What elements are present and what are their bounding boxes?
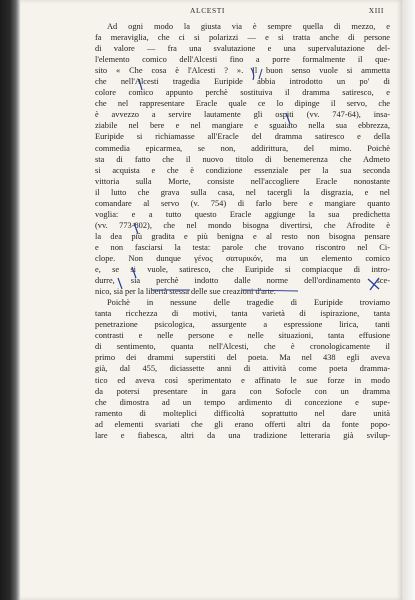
text-line: che dimostra ad un tempo ardimento di concezione e supe- [95, 397, 390, 407]
text-line: tico ed aveva così sperimentato e affinato le sue forze in modo [95, 375, 390, 385]
text-line: di valore — fra una svalutazione e una supervalutazione del- [95, 44, 390, 54]
text-line: Ad ogni modo la giusta via è sempre quella di mezzo, e [107, 22, 390, 31]
text-line: (vv. 773-802), che nel mondo bisogna divertirsi, che Afrodite è [95, 220, 390, 230]
text-line: la dea più gradita e più benigna e al resto non bisogna pensare [95, 231, 390, 241]
text-line: sta di fatto che il nuovo titolo di benemerenza che Admeto [95, 154, 390, 164]
text-line: sito « Che cosa è l'Alcesti ? ». Il buon senso vuole si ammetta [95, 66, 390, 76]
text-line: è avvezzo a servire lautamente gli ospiti (vv. 747-64), insa- [95, 110, 390, 120]
text-line: l'elemento comico dell'Alcesti fino a porre formalmente il que- [95, 55, 390, 65]
text-line: colore comico appunto perchè sostituiva il dramma satiresco, e [95, 88, 390, 98]
page-edge [402, 0, 415, 600]
text-line: vittoria sulla Morte, consiste nell'accogliere Eracle nonostante [95, 176, 390, 186]
text-line: ad elementi svariati che gli erano offerti altri da fonte popo- [95, 419, 390, 429]
text-line: clope. Non dunque γένος σατυρικόν, ma un elemento comico [95, 253, 390, 263]
text-line: comandare al servo (v. 754) di farlo bere e mangiare quanto [95, 198, 390, 208]
text-line: Euripide si richiamasse all'Eracle del dramma satiresco e della [95, 132, 390, 142]
text-line: durre, sia perchè indotto dalle norme dell'ordinamento sce- [95, 276, 390, 286]
text-line: contrasti e nelle persone e nelle situazioni, tanta effusione [95, 331, 390, 341]
text-line: e, se si vuole, satiresco, che Euripide si compiacque di intro- [95, 265, 390, 275]
text-line: fa meraviglia, che ci si polarizzi — e si tratta anche di persone [95, 33, 390, 43]
text-line: ziabile nel bere e nel mangiare e sguaiato nella sua ebbrezza, [95, 121, 390, 131]
text-line: si acquista e che è condizione essenziale per la sua seconda [95, 165, 390, 175]
text-line: da potersi presentare in gara con Sofocle con un dramma [95, 386, 390, 396]
running-title: ALCESTI [190, 6, 226, 15]
page-number: XIII [368, 6, 384, 15]
text-line: già, dal 455, diciassette anni di attività come poeta dramma- [95, 364, 390, 374]
text-line: Poichè in nessune delle tragedie di Euripide troviamo [107, 298, 390, 308]
text-line: ramento di molteplici difficoltà soprattutto nel dare unità [95, 408, 390, 418]
text-line: il lutto che grava sulla casa, nel tacergli la disgrazia, e nel [95, 187, 390, 197]
text-line: che nell'Alcesti tragedia Euripide abbia introdotto un po' di [95, 77, 390, 87]
scanner-shadow-edge [0, 0, 20, 600]
body-text [95, 21, 390, 441]
text-line: penetrazione psicologica, assurgente a espressione lirica, tanti [95, 320, 390, 330]
running-head [95, 6, 390, 18]
text-line: lare e fiabesca, altri da una tradizione letteraria già svilup- [95, 430, 390, 440]
text-line: nico, sia per la libertà stessa delle sue creazioni d'arte. [95, 287, 276, 297]
text-line: e non fasciarsi la testa: parole che trovano riscontro nel Ci- [95, 242, 390, 252]
text-line: che nel rappresentare Eracle quale ce lo dipinge il servo, che [95, 99, 390, 109]
text-line: tanta ricchezza di motivi, tanta varietà di ispirazione, tanta [95, 309, 390, 319]
text-line: voglia: e a tutto questo Eracle aggiunge la sua predichetta [95, 209, 390, 219]
text-line: primo dei drammi superstiti del poeta. Ma nel 438 egli aveva [95, 353, 390, 363]
text-line: di sentimento, quanta nell'Alcesti, che è cronologicamente il [95, 342, 390, 352]
text-line: commedia epicarmea, se non, addirittura, del mimo. Poichè [95, 143, 390, 153]
